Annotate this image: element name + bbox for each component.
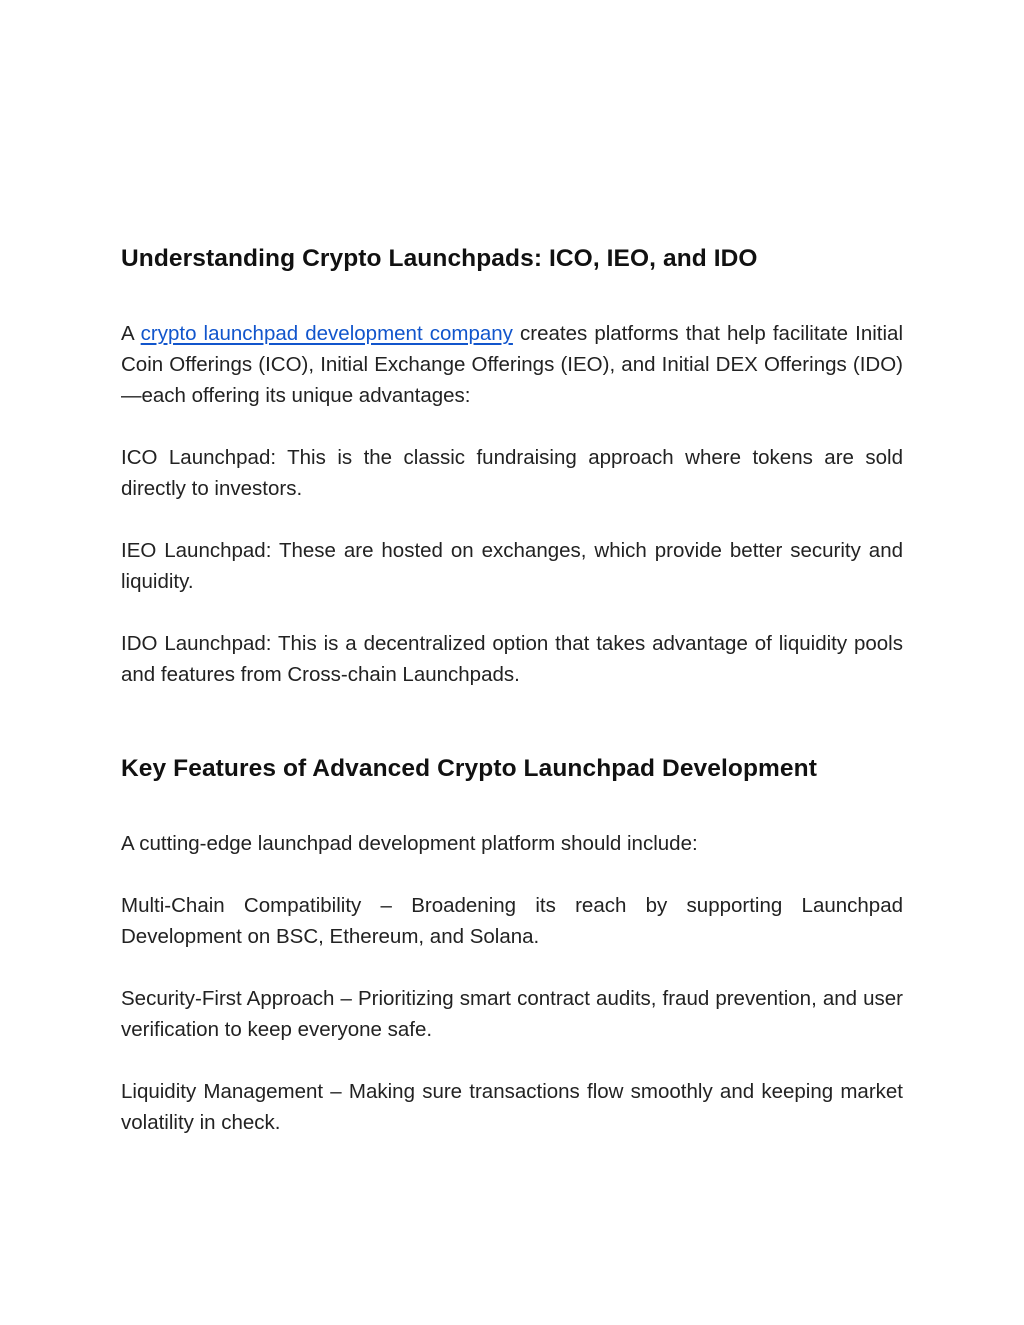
paragraph-multichain: Multi-Chain Compatibility – Broadening its reach by supporting Launchpad Development on BSC, Ethereum, and Solana. [121, 894, 903, 948]
intro-prefix: A [121, 322, 134, 345]
section-heading-key-features: Key Features of Advanced Crypto Launchpad Development [121, 755, 817, 782]
launchpad-company-link[interactable]: crypto launchpad development company [140, 322, 513, 345]
paragraph-liquidity: Liquidity Management – Making sure transactions flow smoothly and keeping market volatility in check. [121, 1080, 903, 1134]
paragraph-ido: IDO Launchpad: This is a decentralized option that takes advantage of liquidity pools and features from Cross-chain Launchpads. [121, 632, 903, 686]
features-intro: A cutting-edge launchpad development platform should include: [121, 832, 698, 855]
section-heading-launchpads: Understanding Crypto Launchpads: ICO, IEO, and IDO [121, 245, 758, 272]
intro-suffix: creates platforms that help facilitate Initial Coin Offerings (ICO), Initial Exchange Offerings (IEO), and Initial DEX Offerings (IDO)—each offering its unique advantages: [121, 322, 903, 407]
paragraph-security: Security-First Approach – Prioritizing smart contract audits, fraud prevention, and user verification to keep everyone safe. [121, 987, 903, 1041]
paragraph-ico: ICO Launchpad: This is the classic fundraising approach where tokens are sold directly to investors. [121, 446, 903, 500]
intro-paragraph [121, 318, 903, 411]
paragraph-ieo: IEO Launchpad: These are hosted on exchanges, which provide better security and liquidity. [121, 539, 903, 593]
